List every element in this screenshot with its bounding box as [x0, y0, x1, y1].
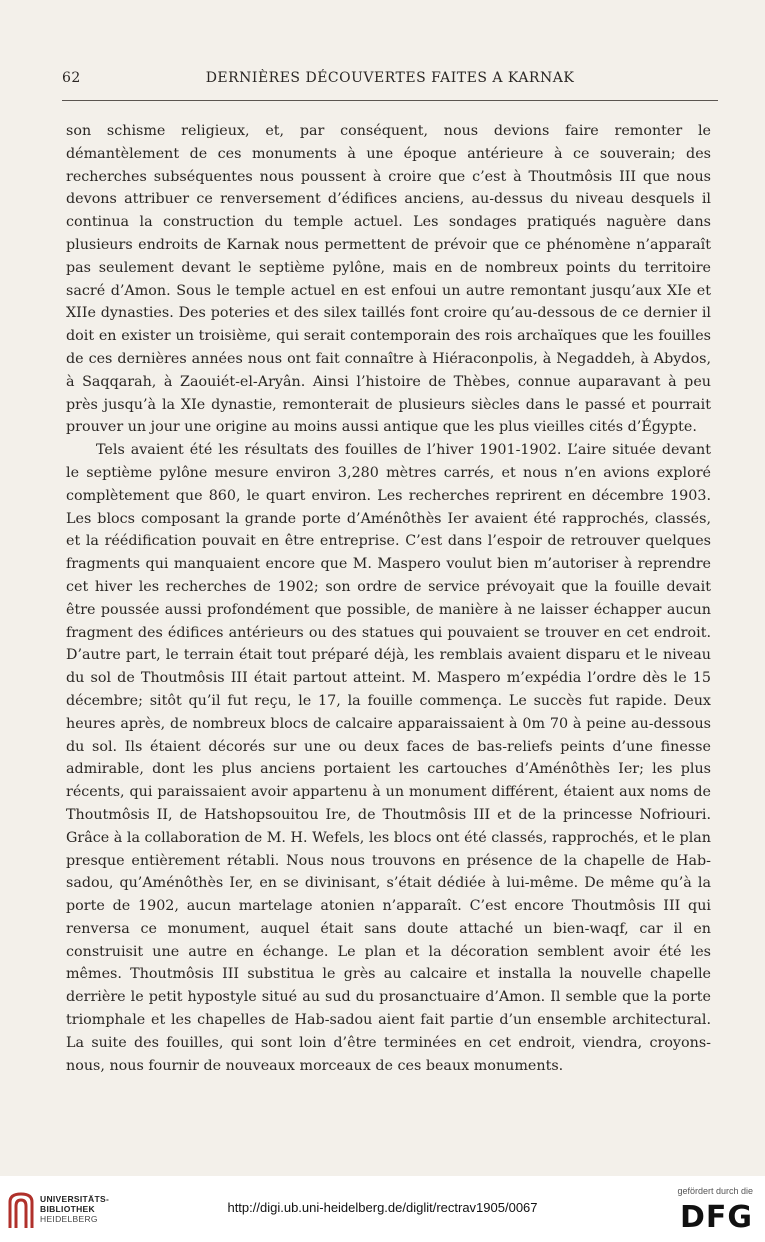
paragraph-1: son schisme religieux, et, par conséquent, nous devions faire remonter le démantèlement de ces monuments à une époque antérieure à ce souverain; des recherches subséquentes nous poussent à croire que c’est à Thoutmôsis III que nous devons attribuer ce renversement d’édifices anciens, au-dessus du niveau desquels il continua la construction du temple actuel. Les sondages pratiqués naguère dans plusieurs endroits de Karnak nous permettent de prévoir que ce phénomène n’apparaît pas seulement devant le septième pylône, mais en de nombreux points du territoire sacré d’Amon. Sous le temple actuel en est enfoui un autre remontant jusqu’aux XIe et XIIe dynasties. Des poteries et des silex taillés font croire qu’au-dessous de ce dernier il doit en exister un troisième, qui serait contemporain des rois archaïques que les fouilles de ces dernières années nous ont fait connaître à Hiéraconpolis, à Negaddeh, à Abydos, à Saqqarah, à Zaouiét-el-Aryân. Ainsi l’histoire de Thèbes, connue auparavant à peu près jusqu’à la XIe dynastie, remonterait de plusieurs siècles dans le passé et pourrait prouver un jour une origine au moins aussi antique que les plus vieilles cités d’Égypte.: [66, 123, 711, 436]
library-name-line-3: HEIDELBERG: [40, 1214, 98, 1224]
dfg-logo: DFG: [679, 1200, 753, 1235]
header-rule: [62, 100, 718, 101]
page-number: 62: [62, 70, 81, 86]
paragraph-2: Tels avaient été les résultats des fouilles de l’hiver 1901-1902. L’aire située devant le septième pylône mesure environ 3,280 mètres carrés, et nous n’en avions exploré complètement que 860, le quart environ. Les recherches reprirent en décembre 1903. Les blocs composant la grande porte d’Aménôthès Ier avaient été rapprochés, classés, et la réédification pouvait en être entreprise. C’est dans l’espoir de retrouver quelques fragments qui manquaient encore que M. Maspero voulut bien m’autoriser à reprendre cet hiver les recherches de 1902; son ordre de service prévoyait que la fouille devait être poussée aussi profondément que possible, de manière à ne laisser échapper aucun fragment des édifices antérieurs ou des statues qui pouvaient se trouver en cet endroit. D’autre part, le terrain était tout préparé déjà, les remblais avaient disparu et le niveau du sol de Thoutmôsis III était partout atteint. M. Maspero m’expédia l’ordre dès le 15 décembre; sitôt qu’il fut reçu, le 17, la fouille commença. Le succès fut rapide. Deux heures après, de nombreux blocs de calcaire apparaissaient à 0m 70 à peine au-dessous du sol. Ils étaient décorés sur une ou deux faces de bas-reliefs peints d’une finesse admirable, dont les plus anciens portaient les cartouches d’Aménôthès Ier; les plus récents, qui paraissaient avoir appartenu à un monument différent, étaient aux noms de Thoutmôsis II, de Hatshopsouitou Ire, de Thoutmôsis III et de la princesse Nofriouri. Grâce à la collaboration de M. H. Wefels, les blocs ont été classés, rapprochés, et le plan presque entièrement rétabli. Nous nous trouvons en présence de la chapelle de Hab-sadou, qu’Aménôthès Ier, en se divinisant, s’était dédiée à lui-même. De même qu’à la porte de 1902, aucun martelage atonien n’apparaît. C’est encore Thoutmôsis III qui renversa ce monument, auquel était sans doute attaché un bien-waqf, car il en construisit une autre en échange. Le plan et la décoration semblent avoir été les mêmes. Thoutmôsis III substitua le grès au calcaire et installa la nouvelle chapelle derrière le petit hypostyle situé au sud du prosanctuaire d’Amon. Il semble que la porte triomphale et les chapelles de Hab-sadou aient fait partie d’un ensemble architectural. La suite des fouilles, qui sont loin d’être terminées en cet endroit, viendra, croyons-nous, nous fournir de nouveaux morceaux de ces beaux monuments.: [66, 442, 711, 1074]
running-title: DERNIÈRES DÉCOUVERTES FAITES A KARNAK: [205, 70, 575, 86]
body-text: [66, 120, 711, 1077]
library-name-line-2: BIBLIOTHEK: [40, 1204, 95, 1214]
page-header: [62, 70, 718, 92]
library-name-line-1: UNIVERSITÄTS-: [40, 1194, 110, 1204]
permalink-url[interactable]: http://digi.ub.uni-heidelberg.de/diglit/rectrav1905/0067: [227, 1200, 538, 1215]
funding-note: gefördert durch die: [677, 1186, 753, 1196]
viewer-footer: [0, 1176, 765, 1242]
